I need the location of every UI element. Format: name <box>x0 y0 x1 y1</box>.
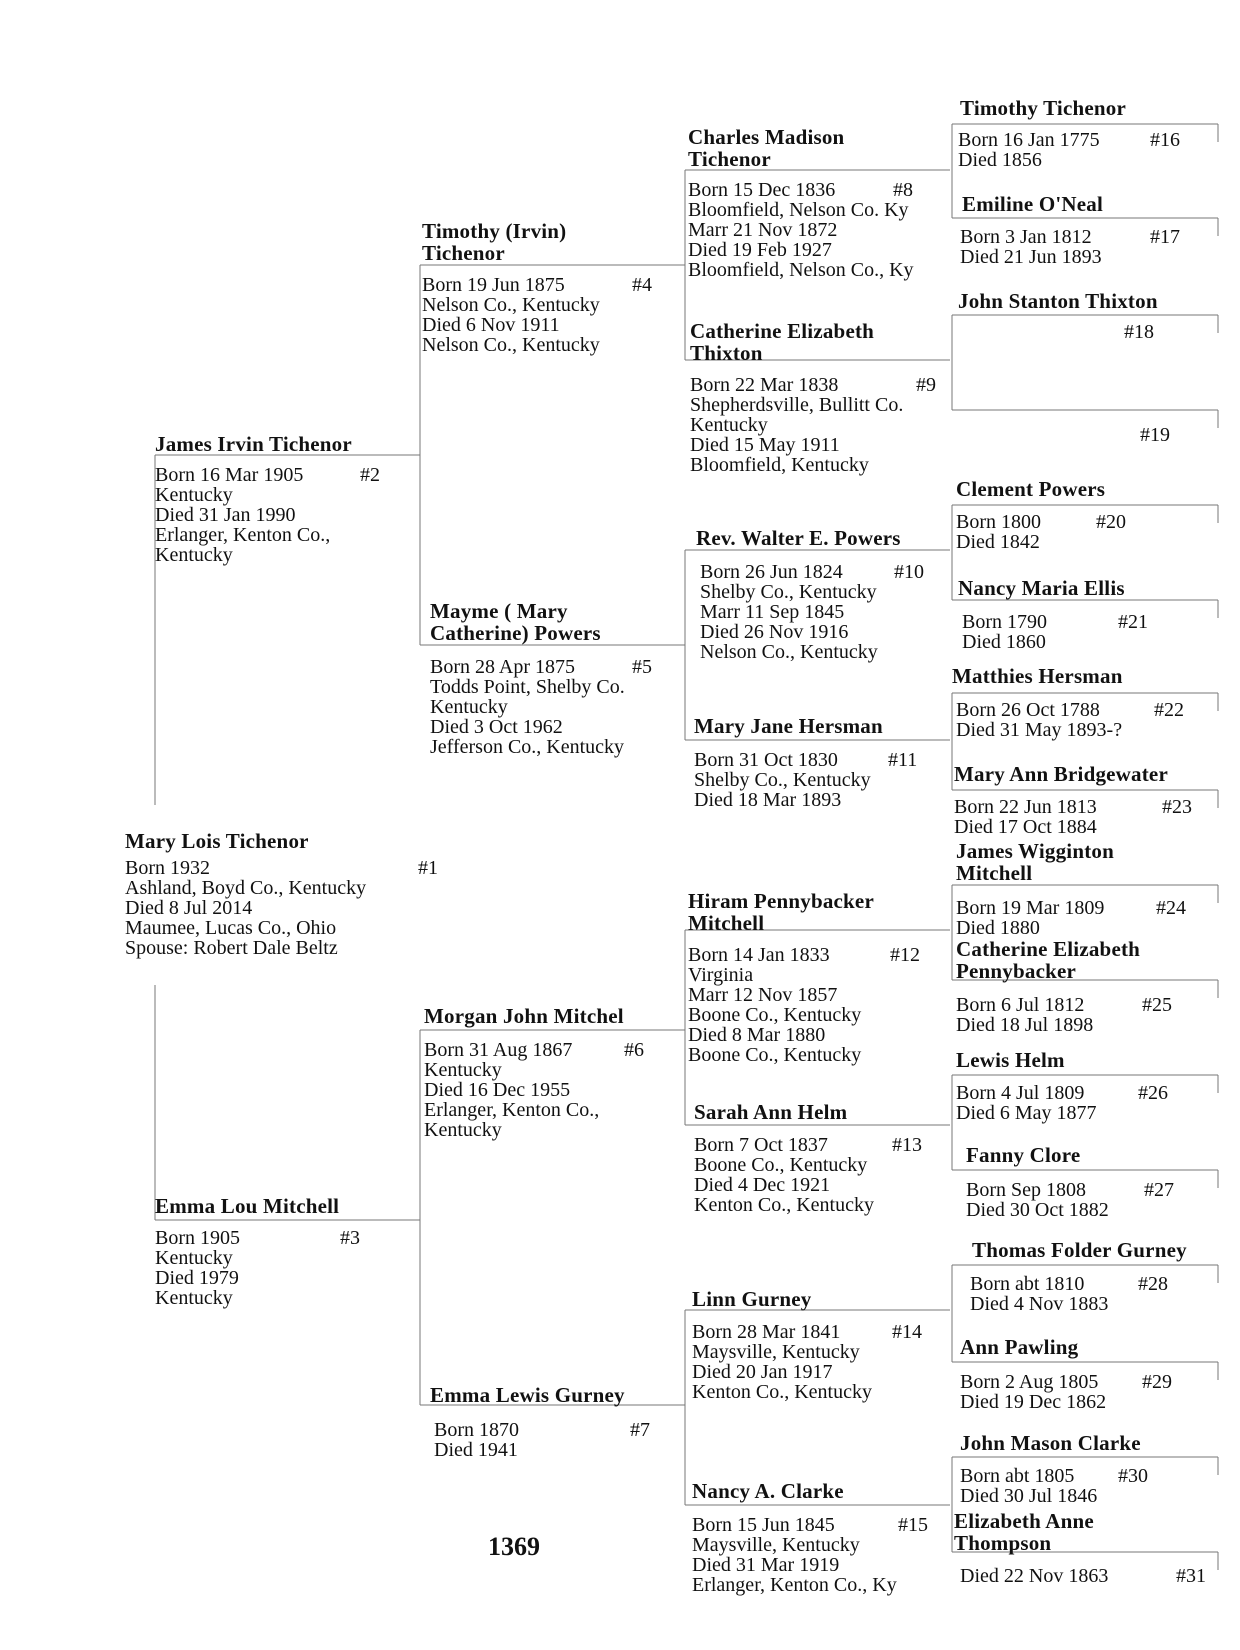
person-detail-line: Kenton Co., Kentucky <box>694 1194 874 1216</box>
person-detail-line: Kentucky <box>424 1059 502 1081</box>
person-detail-line: Born Sep 1808 <box>966 1179 1086 1201</box>
person-detail-line: Died 31 Mar 1919 <box>692 1554 840 1576</box>
person-number: #24 <box>1156 897 1186 919</box>
person-name: Fanny Clore <box>966 1143 1081 1167</box>
person-number: #13 <box>892 1134 922 1156</box>
person-number: #16 <box>1150 129 1180 151</box>
person-name: Emma Lou Mitchell <box>155 1194 340 1218</box>
person-detail-line: Died 17 Oct 1884 <box>954 816 1097 838</box>
person-name: Timothy Tichenor <box>960 96 1126 120</box>
person-detail-line: Maysville, Kentucky <box>692 1341 860 1363</box>
person-detail-line: Born 1870 <box>434 1419 519 1441</box>
person-detail-line: Born 19 Jun 1875 <box>422 274 565 296</box>
person-number: #5 <box>632 656 652 678</box>
person-number: #1 <box>418 857 438 879</box>
person-number: #2 <box>360 464 380 486</box>
person-name: Mary Lois Tichenor <box>125 829 309 853</box>
person-name: Matthies Hersman <box>952 664 1123 688</box>
person-detail-line: Born 2 Aug 1805 <box>960 1371 1099 1393</box>
person-number: #15 <box>898 1514 928 1536</box>
person-detail-line: Boone Co., Kentucky <box>694 1154 868 1176</box>
person-detail-line: Died 15 May 1911 <box>690 434 840 456</box>
person-number: #18 <box>1124 321 1154 343</box>
person-detail-line: Ashland, Boyd Co., Kentucky <box>125 877 367 899</box>
person-name: Morgan John Mitchel <box>424 1004 624 1028</box>
person-detail-line: Born 28 Mar 1841 <box>692 1321 841 1343</box>
person-detail-line: Born 22 Mar 1838 <box>690 374 839 396</box>
page-number: 1369 <box>488 1532 540 1561</box>
person-name: Emma Lewis Gurney <box>430 1383 625 1407</box>
person-detail-line: Died 22 Nov 1863 <box>960 1565 1109 1587</box>
person-name: Timothy (Irvin) Tichenor <box>422 219 567 265</box>
person-detail-line: Born 1905 <box>155 1227 240 1249</box>
person-detail-line: Erlanger, Kenton Co., <box>424 1099 600 1121</box>
person-number: #8 <box>893 179 913 201</box>
person-number: #30 <box>1118 1465 1148 1487</box>
person-detail-line: Born 15 Jun 1845 <box>692 1514 835 1536</box>
person-detail-line: Died 1856 <box>958 149 1042 171</box>
person-number: #20 <box>1096 511 1126 533</box>
person-number: #7 <box>630 1419 650 1441</box>
person-name: Lewis Helm <box>956 1048 1065 1072</box>
person-detail-line: Jefferson Co., Kentucky <box>430 736 625 758</box>
person-name: Thomas Folder Gurney <box>972 1238 1187 1262</box>
person-detail-line: Died 21 Jun 1893 <box>960 246 1102 268</box>
person-detail-line: Born 14 Jan 1833 <box>688 944 830 966</box>
person-detail-line: Died 1880 <box>956 917 1040 939</box>
person-detail-line: Boone Co., Kentucky <box>688 1044 862 1066</box>
person-detail-line: Maumee, Lucas Co., Ohio <box>125 917 337 939</box>
person-detail-line: Born abt 1810 <box>970 1273 1085 1295</box>
person-detail-line: Shepherdsville, Bullitt Co. <box>690 394 904 416</box>
person-detail-line: Nelson Co., Kentucky <box>700 641 878 663</box>
person-detail-line: Erlanger, Kenton Co., <box>155 524 331 546</box>
person-detail-line: Bloomfield, Nelson Co. Ky <box>688 199 909 221</box>
person-detail-line: Died 19 Feb 1927 <box>688 239 832 261</box>
person-detail-line: Shelby Co., Kentucky <box>694 769 871 791</box>
person-name: Charles Madison Tichenor <box>688 125 845 171</box>
person-detail-line: Kentucky <box>155 1247 233 1269</box>
person-name: Hiram Pennybacker Mitchell <box>688 889 874 935</box>
person-detail-line: Died 16 Dec 1955 <box>424 1079 571 1101</box>
person-detail-line: Maysville, Kentucky <box>692 1534 860 1556</box>
person-detail-line: Bloomfield, Nelson Co., Ky <box>688 259 914 281</box>
person-number: #17 <box>1150 226 1180 248</box>
person-name: James Wigginton Mitchell <box>956 839 1114 885</box>
person-number: #25 <box>1142 994 1172 1016</box>
person-number: #10 <box>894 561 924 583</box>
person-detail-line: Born 28 Apr 1875 <box>430 656 575 678</box>
person-number: #9 <box>916 374 936 396</box>
person-name: Elizabeth Anne Thompson <box>954 1509 1094 1555</box>
person-detail-line: Died 18 Mar 1893 <box>694 789 842 811</box>
person-detail-line: Bloomfield, Kentucky <box>690 454 869 476</box>
person-name: Emiline O'Neal <box>962 192 1104 216</box>
person-detail-line: Died 26 Nov 1916 <box>700 621 849 643</box>
person-number: #14 <box>892 1321 922 1343</box>
person-detail-line: Kentucky <box>155 484 233 506</box>
person-detail-line: Virginia <box>688 964 754 986</box>
person-detail-line: Died 6 May 1877 <box>956 1102 1097 1124</box>
person-detail-line: Born 4 Jul 1809 <box>956 1082 1085 1104</box>
person-detail-line: Nelson Co., Kentucky <box>422 294 600 316</box>
person-name: Rev. Walter E. Powers <box>696 526 901 550</box>
person-name: Ann Pawling <box>960 1335 1079 1359</box>
person-detail-line: Marr 21 Nov 1872 <box>688 219 838 241</box>
person-detail-line: Born 19 Mar 1809 <box>956 897 1105 919</box>
person-name: Catherine Elizabeth Thixton <box>690 319 875 365</box>
person-detail-line: Born 26 Jun 1824 <box>700 561 843 583</box>
person-name: Clement Powers <box>956 477 1106 501</box>
person-detail-line: Kentucky <box>155 1287 233 1309</box>
person-name: John Stanton Thixton <box>958 289 1158 313</box>
person-name: James Irvin Tichenor <box>155 432 352 456</box>
person-number: #19 <box>1140 424 1170 446</box>
person-name: Sarah Ann Helm <box>694 1100 848 1124</box>
person-number: #31 <box>1176 1565 1206 1587</box>
person-number: #22 <box>1154 699 1184 721</box>
person-name: Mary Jane Hersman <box>694 714 883 738</box>
person-number: #21 <box>1118 611 1148 633</box>
person-detail-line: Died 6 Nov 1911 <box>422 314 560 336</box>
person-detail-line: Marr 12 Nov 1857 <box>688 984 838 1006</box>
person-detail-line: Born 15 Dec 1836 <box>688 179 836 201</box>
person-detail-line: Born 16 Jan 1775 <box>958 129 1100 151</box>
person-detail-line: Shelby Co., Kentucky <box>700 581 877 603</box>
person-detail-line: Nelson Co., Kentucky <box>422 334 600 356</box>
person-detail-line: Born 22 Jun 1813 <box>954 796 1097 818</box>
person-detail-line: Born 3 Jan 1812 <box>960 226 1092 248</box>
person-detail-line: Marr 11 Sep 1845 <box>700 601 845 623</box>
person-detail-line: Kenton Co., Kentucky <box>692 1381 872 1403</box>
person-detail-line: Died 8 Jul 2014 <box>125 897 253 919</box>
person-detail-line: Born 1790 <box>962 611 1047 633</box>
person-detail-line: Died 1979 <box>155 1267 239 1289</box>
person-detail-line: Born 31 Oct 1830 <box>694 749 838 771</box>
person-number: #3 <box>340 1227 360 1249</box>
person-detail-line: Died 31 Jan 1990 <box>155 504 296 526</box>
person-detail-line: Died 31 May 1893-? <box>956 719 1123 741</box>
person-detail-line: Erlanger, Kenton Co., Ky <box>692 1574 897 1596</box>
person-number: #11 <box>888 749 918 771</box>
person-detail-line: Died 1842 <box>956 531 1040 553</box>
person-number: #12 <box>890 944 920 966</box>
person-detail-line: Died 8 Mar 1880 <box>688 1024 826 1046</box>
person-detail-line: Died 1941 <box>434 1439 518 1461</box>
person-detail-line: Kentucky <box>430 696 508 718</box>
person-detail-line: Born abt 1805 <box>960 1465 1075 1487</box>
person-detail-line: Died 20 Jan 1917 <box>692 1361 833 1383</box>
person-detail-line: Todds Point, Shelby Co. <box>430 676 625 698</box>
person-detail-line: Kentucky <box>690 414 768 436</box>
person-detail-line: Died 4 Dec 1921 <box>694 1174 831 1196</box>
person-name: Nancy A. Clarke <box>692 1479 844 1503</box>
person-name: Catherine Elizabeth Pennybacker <box>956 937 1141 983</box>
person-name: Nancy Maria Ellis <box>958 576 1125 600</box>
person-detail-line: Died 1860 <box>962 631 1046 653</box>
person-detail-line: Spouse: Robert Dale Beltz <box>125 937 338 959</box>
person-detail-line: Died 30 Oct 1882 <box>966 1199 1109 1221</box>
person-number: #26 <box>1138 1082 1168 1104</box>
person-detail-line: Died 18 Jul 1898 <box>956 1014 1094 1036</box>
person-detail-line: Kentucky <box>155 544 233 566</box>
person-number: #29 <box>1142 1371 1172 1393</box>
person-detail-line: Died 4 Nov 1883 <box>970 1293 1109 1315</box>
person-detail-line: Died 3 Oct 1962 <box>430 716 563 738</box>
person-detail-line: Born 31 Aug 1867 <box>424 1039 573 1061</box>
person-detail-line: Kentucky <box>424 1119 502 1141</box>
person-detail-line: Born 6 Jul 1812 <box>956 994 1085 1016</box>
person-number: #28 <box>1138 1273 1168 1295</box>
person-name: Linn Gurney <box>692 1287 812 1311</box>
person-detail-line: Born 1932 <box>125 857 210 879</box>
person-detail-line: Born 1800 <box>956 511 1041 533</box>
person-detail-line: Died 30 Jul 1846 <box>960 1485 1098 1507</box>
person-number: #27 <box>1144 1179 1174 1201</box>
person-name: Mary Ann Bridgewater <box>954 762 1168 786</box>
person-detail-line: Boone Co., Kentucky <box>688 1004 862 1026</box>
person-number: #4 <box>632 274 652 296</box>
person-name: John Mason Clarke <box>960 1431 1141 1455</box>
person-detail-line: Died 19 Dec 1862 <box>960 1391 1107 1413</box>
person-number: #23 <box>1162 796 1192 818</box>
person-number: #6 <box>624 1039 644 1061</box>
person-detail-line: Born 26 Oct 1788 <box>956 699 1100 721</box>
person-detail-line: Born 16 Mar 1905 <box>155 464 304 486</box>
person-name: Mayme ( Mary Catherine) Powers <box>430 599 601 645</box>
person-detail-line: Born 7 Oct 1837 <box>694 1134 828 1156</box>
